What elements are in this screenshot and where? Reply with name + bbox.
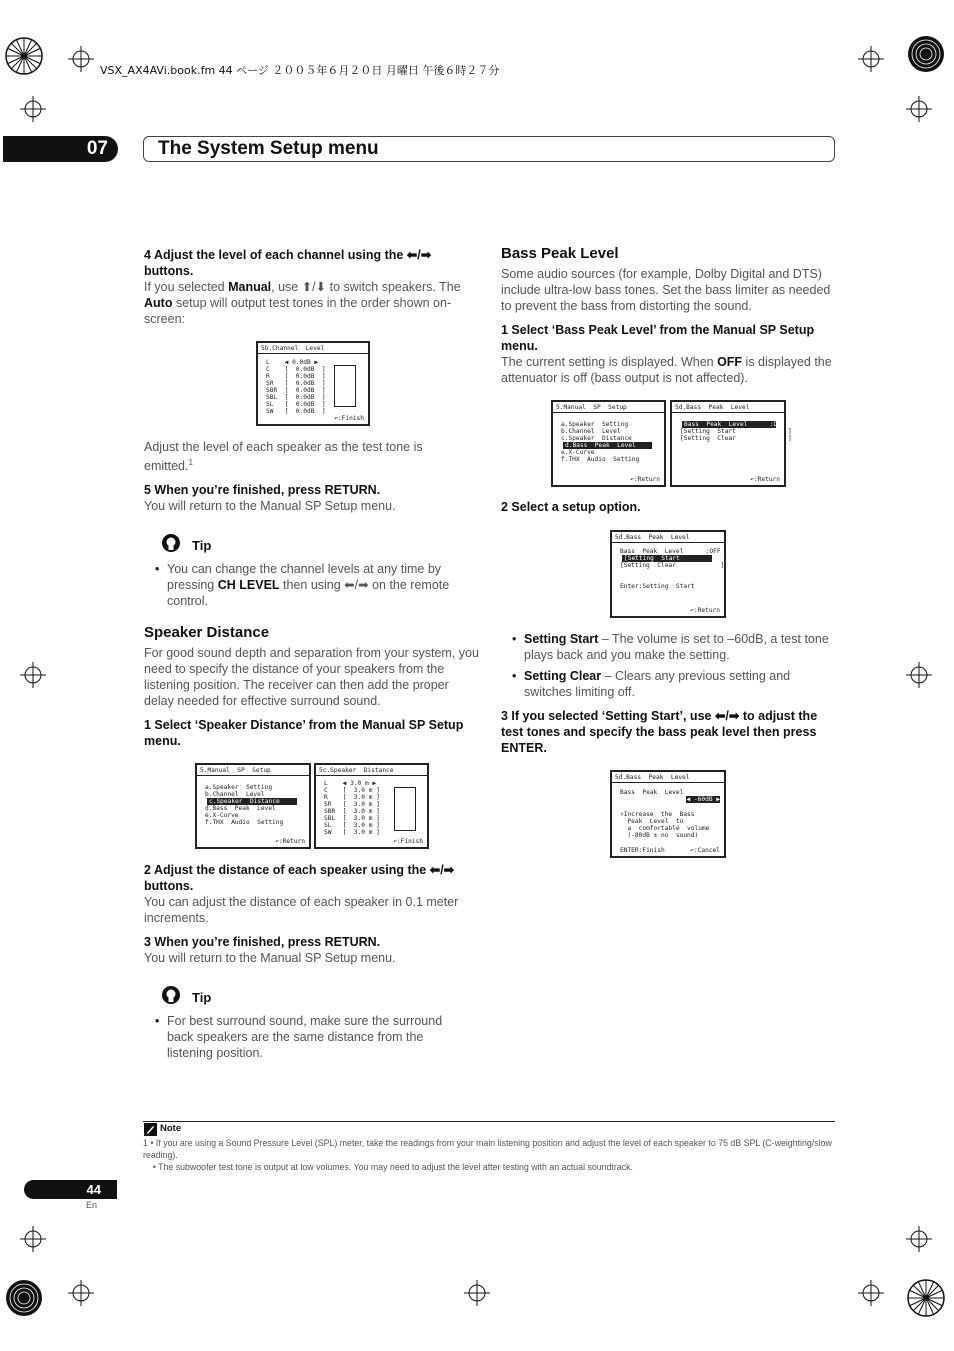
channel-level-screen	[256, 341, 370, 426]
bass-peak-level-screen	[670, 400, 792, 487]
sd-step2-body: You can adjust the distance of each speaker in 0.1 meter increments.	[144, 895, 459, 925]
menu-item: b.Channel Level	[205, 791, 265, 798]
option-bullet: • Setting Start – The volume is set to –60dB, a test tone plays back and you make the setting.	[524, 631, 829, 663]
note-rule	[143, 1121, 835, 1122]
screen-footer: ↶:Return	[275, 838, 305, 845]
screen-footer: ↶:Cancel	[690, 847, 720, 854]
note-label: Note	[160, 1123, 182, 1134]
screen-title: 5.Manual SP Setup	[553, 402, 664, 413]
screen-footer: ↶:Return	[630, 476, 660, 483]
speaker-distance-screen	[314, 763, 429, 849]
option-bullet: • Setting Clear – Clears any previous setting and switches limiting off.	[524, 668, 829, 700]
step4-body: If you selected Manual, use ⬆/⬇ to switch speakers. The Auto setup will output test tones in the order shown on-screen:	[144, 280, 461, 326]
screen-footer: ↶:Finish	[334, 415, 364, 422]
bpl-step3: 3 If you selected ‘Setting Start’, use ⬅/➡ to adjust the test tones and specify the bass peak level then press ENTER.	[501, 709, 818, 755]
distance-row: SR [ 3.0 m ]	[324, 801, 380, 808]
distance-row: SBL [ 3.0 m ]	[324, 815, 380, 822]
screen-title: 5b.Channel Level	[258, 343, 368, 354]
bpl-row-selected: Bass Peak Level :OFF	[684, 421, 785, 428]
lightbulb-icon	[160, 533, 182, 555]
step5-title: 5 When you’re finished, press RETURN.	[144, 483, 381, 497]
bass-peak-heading: Bass Peak Level	[501, 245, 619, 262]
bpl-row	[612, 569, 724, 576]
menu-item: d.Bass Peak Level	[205, 805, 276, 812]
tip-label: Tip	[192, 538, 212, 553]
menu-item: f.THX Audio Setting	[561, 456, 640, 463]
hint-line: (-80dB ± no sound)	[620, 832, 699, 839]
channel-row: L ◀ 0.0dB ▶	[266, 359, 319, 366]
bpl-step2: 2 Select a setup option.	[501, 500, 641, 514]
registration-mark-icon	[906, 34, 946, 74]
channel-row: SR [ 0.0dB ]	[266, 380, 326, 387]
crosshair-icon	[906, 662, 932, 688]
crosshair-icon	[858, 1280, 884, 1306]
channel-row: C [ 0.0dB ]	[266, 366, 326, 373]
channel-row: SW [ 0.0dB ]	[266, 408, 326, 415]
bpl-row-selected: [Setting Start ]	[624, 555, 729, 562]
tip-bullet: • You can change the channel levels at any time by pressing CH LEVEL then using ⬅/➡ on the remote control.	[167, 561, 477, 609]
distance-row: L ◀ 3.0 m ▶	[324, 780, 377, 787]
distance-row: C [ 3.0 m ]	[324, 787, 380, 794]
menu-item: a.Speaker Setting	[205, 784, 273, 791]
crosshair-icon	[906, 1226, 932, 1252]
screen-footer: ↶:Return	[750, 476, 780, 483]
distance-row: R [ 3.0 m ]	[324, 794, 380, 801]
crosshair-icon	[20, 1226, 46, 1252]
page-lang: En	[86, 1200, 98, 1210]
registration-mark-icon	[906, 1278, 946, 1318]
screen-title: 5d.Bass Peak Level	[672, 402, 784, 413]
note-line: 1 • If you are using a Sound Pressure Level (SPL) meter, take the readings from your main listening position and adjust the level of each speaker to 75 dB SPL (C-weighting/slow reading).	[143, 1138, 832, 1160]
menu-item: f.THX Audio Setting	[205, 819, 284, 826]
bpl-row: Bass Peak Level :OFF	[620, 548, 721, 555]
sd-step1: 1 Select ‘Speaker Distance’ from the Manual SP Setup menu.	[144, 718, 464, 748]
sd-step2: 2 Adjust the distance of each speaker using the ⬅/➡ buttons.	[144, 863, 455, 893]
menu-item: b.Channel Level	[561, 428, 621, 435]
adjust-text: Adjust the level of each speaker as the test tone is emitted.$^1$	[144, 440, 423, 474]
bpl-row: [Setting Clear ]	[620, 562, 725, 569]
speaker-distance-heading: Speaker Distance	[144, 624, 270, 641]
screen-title: 5d.Bass Peak Level	[612, 532, 724, 543]
chapter-number: 07	[3, 136, 118, 162]
bpl-value: ◀ -60dB ▶	[686, 796, 720, 803]
step5-body: You will return to the Manual SP Setup menu.	[144, 499, 396, 513]
crosshair-icon	[20, 96, 46, 122]
bpl-row: [Setting Clear ]	[680, 435, 792, 442]
screen-title: 5.Manual SP Setup	[197, 765, 309, 776]
menu-item: e.X-Curve	[561, 449, 595, 456]
screen-title: 5d.Bass Peak Level	[612, 772, 724, 783]
speaker-layout-icon	[394, 787, 416, 831]
bpl-row: Enter:Setting Start	[620, 583, 695, 590]
sd-step3-body: You will return to the Manual SP Setup menu.	[144, 951, 396, 965]
hint-line: Peak Level to	[620, 818, 684, 825]
distance-row: SW [ 3.0 m ]	[324, 829, 380, 836]
file-header: VSX_AX4AVi.book.fm 44 ページ ２００５年６月２０日 月曜日 午後６時２７分	[100, 64, 500, 77]
bpl-row: [Setting Start ]	[680, 428, 792, 435]
note-icon	[144, 1123, 157, 1136]
manual-sp-setup-screen	[195, 763, 311, 849]
crosshair-icon	[68, 1280, 94, 1306]
crosshair-icon	[20, 662, 46, 688]
hint-line: a comfortable volume	[620, 825, 710, 832]
bpl-step1: 1 Select ‘Bass Peak Level’ from the Manual SP Setup menu.	[501, 323, 815, 353]
screen-footer: ↶:Return	[690, 607, 720, 614]
crosshair-icon	[906, 96, 932, 122]
channel-row: SBL [ 0.0dB ]	[266, 394, 326, 401]
manual-sp-setup-screen	[551, 400, 666, 487]
note-body	[143, 1137, 838, 1173]
sd-step3: 3 When you’re finished, press RETURN.	[144, 935, 381, 949]
note-line: • The subwoofer test tone is output at low volumes. You may need to adjust the level after testing with an actual soundtrack.	[143, 1162, 633, 1172]
channel-row: R [ 0.0dB ]	[266, 373, 326, 380]
distance-row: SBR [ 3.0 m ]	[324, 808, 380, 815]
screen-footer: ↶:Finish	[393, 838, 423, 845]
chapter-title: The System Setup menu	[143, 136, 835, 162]
menu-item: a.Speaker Setting	[561, 421, 629, 428]
screen-title: 5c.Speaker Distance	[316, 765, 427, 776]
tip-label: Tip	[192, 990, 212, 1005]
tip-bullet: • For best surround sound, make sure the surround back speakers are the same distance from the listening position.	[167, 1013, 472, 1061]
menu-item: c.Speaker Distance	[561, 435, 632, 442]
bpl-row	[612, 576, 724, 583]
bpl-step1-body: The current setting is displayed. When OFF is displayed the attenuator is off (bass output is not affected).	[501, 355, 832, 385]
menu-item-selected: c.Speaker Distance	[207, 798, 297, 805]
menu-item-selected: d.Bass Peak Level	[563, 442, 652, 449]
crosshair-icon	[68, 46, 94, 72]
crosshair-icon	[464, 1280, 490, 1306]
bass-peak-adjust-screen	[610, 770, 726, 858]
registration-mark-icon	[4, 36, 44, 76]
step4-title: 4 Adjust the level of each channel using the ⬅/➡ buttons.	[144, 248, 432, 278]
lightbulb-icon	[160, 985, 182, 1007]
bass-peak-intro: Some audio sources (for example, Dolby Digital and DTS) include ultra-low bass tones. Set the bass limiter as needed to prevent the bass from distorting the sound.	[501, 267, 831, 313]
hint-line: ⇑Increase the Bass	[620, 811, 695, 818]
speaker-distance-body: For good sound depth and separation from your system, you need to specify the distance of your speakers from the listening position. The receiver can then add the proper delay needed for effective surround sound.	[144, 646, 479, 708]
menu-item: e.X-Curve	[205, 812, 239, 819]
speaker-layout-icon	[334, 365, 356, 407]
crosshair-icon	[858, 46, 884, 72]
registration-mark-icon	[4, 1278, 44, 1318]
channel-row: SBR [ 0.0dB ]	[266, 387, 326, 394]
channel-row: SL [ 0.0dB ]	[266, 401, 326, 408]
page-number: 44	[24, 1180, 117, 1199]
distance-row: SL [ 3.0 m ]	[324, 822, 380, 829]
bpl-row: Bass Peak Level	[620, 789, 684, 796]
bass-peak-level-option-screen	[610, 530, 729, 618]
screen-enter-hint: ENTER:Finish	[620, 847, 665, 854]
